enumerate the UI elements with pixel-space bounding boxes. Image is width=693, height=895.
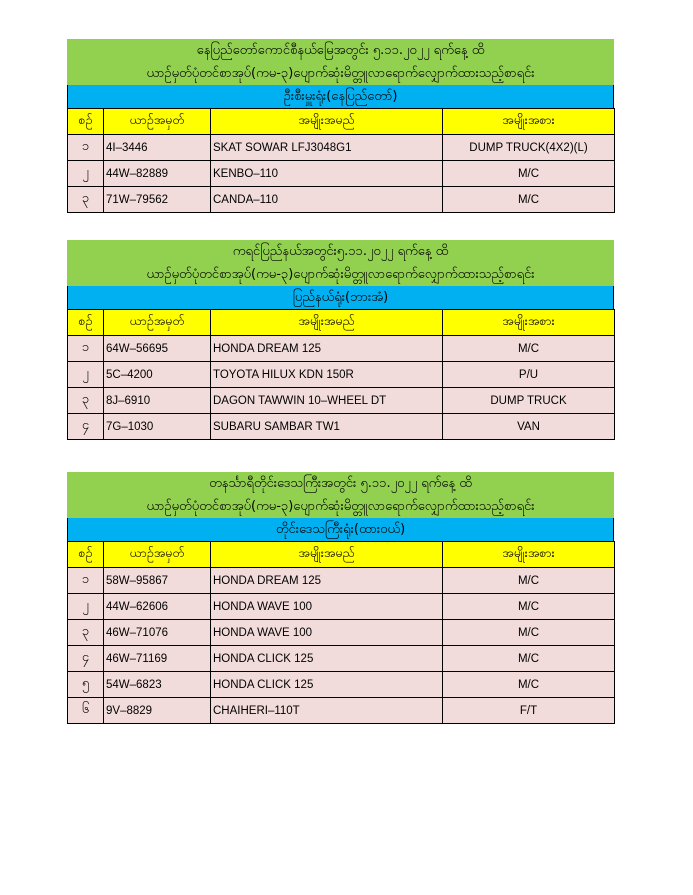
cell-plate: 7G–1030 [104, 414, 211, 440]
title-line-1: ကရင်ပြည်နယ်အတွင်း၅.၁၁.၂၀၂၂ ရက်နေ့ ထိ [232, 244, 449, 259]
vehicle-table [67, 309, 615, 440]
cell-no: ၁ [68, 568, 104, 594]
header-type: အမျိုးအစား [443, 542, 615, 568]
cell-no: ၃ [68, 187, 104, 213]
cell-no: ၂ [68, 594, 104, 620]
cell-no: ၄ [68, 414, 104, 440]
header-row [68, 109, 615, 135]
table-row [68, 594, 615, 620]
table-row [68, 187, 615, 213]
header-plate: ယာဥ်အမှတ် [104, 310, 211, 336]
table-title [67, 472, 614, 518]
cell-model: SKAT SOWAR LFJ3048G1 [211, 135, 443, 161]
cell-plate: 4I–3446 [104, 135, 211, 161]
table-row [68, 336, 615, 362]
cell-plate: 8J–6910 [104, 388, 211, 414]
cell-plate: 9V–8829 [104, 698, 211, 724]
cell-type: M/C [443, 568, 615, 594]
cell-plate: 64W–56695 [104, 336, 211, 362]
cell-no: ၂ [68, 362, 104, 388]
cell-no: ၁ [68, 135, 104, 161]
cell-plate: 54W–6823 [104, 672, 211, 698]
cell-model: CHAIHERI–110T [211, 698, 443, 724]
cell-plate: 46W–71169 [104, 646, 211, 672]
table-title [67, 240, 614, 286]
table-row [68, 414, 615, 440]
table-title [67, 39, 614, 85]
header-plate: ယာဥ်အမှတ် [104, 109, 211, 135]
cell-type: M/C [443, 336, 615, 362]
office-name: တိုင်းဒေသကြီးရုံး(ထားဝယ်) [67, 518, 614, 541]
cell-model: DAGON TAWWIN 10–WHEEL DT [211, 388, 443, 414]
cell-model: SUBARU SAMBAR TW1 [211, 414, 443, 440]
cell-type: M/C [443, 672, 615, 698]
cell-plate: 44W–62606 [104, 594, 211, 620]
header-model: အမျိုးအမည် [211, 542, 443, 568]
title-line-1: နေပြည်တော်ကောင်စီနယ်မြေအတွင်း ၅.၁၁.၂၀၂၂ ရက်နေ့ ထိ [196, 43, 485, 58]
title-line-2: ယာဥ်မှတ်ပုံတင်စာအုပ်(ကမ-၃)ပျောက်ဆုံးမိတ္တူလာရောက်လျှောက်ထားသည့်စာရင်း [146, 267, 535, 282]
cell-type: F/T [443, 698, 615, 724]
office-name: ဦးစီးမှူးရုံး(နေပြည်တော်) [67, 85, 614, 108]
cell-model: KENBO–110 [211, 161, 443, 187]
header-no: စဉ် [68, 310, 104, 336]
table-row [68, 161, 615, 187]
header-no: စဉ် [68, 542, 104, 568]
vehicle-table [67, 541, 615, 724]
cell-model: TOYOTA HILUX KDN 150R [211, 362, 443, 388]
cell-type: M/C [443, 620, 615, 646]
table-row [68, 620, 615, 646]
cell-model: CANDA–110 [211, 187, 443, 213]
cell-model: HONDA DREAM 125 [211, 568, 443, 594]
cell-type: M/C [443, 594, 615, 620]
header-plate: ယာဥ်အမှတ် [104, 542, 211, 568]
cell-type: P/U [443, 362, 615, 388]
cell-type: VAN [443, 414, 615, 440]
table-row [68, 135, 615, 161]
office-name: ပြည်နယ်ရုံး(ဘားအံ) [67, 286, 614, 309]
table-row [68, 698, 615, 724]
cell-no: ၆ [68, 698, 104, 724]
cell-model: HONDA CLICK 125 [211, 672, 443, 698]
cell-no: ၃ [68, 388, 104, 414]
cell-no: ၅ [68, 672, 104, 698]
header-type: အမျိုးအစား [443, 310, 615, 336]
cell-no: ၃ [68, 620, 104, 646]
header-model: အမျိုးအမည် [211, 109, 443, 135]
cell-model: HONDA CLICK 125 [211, 646, 443, 672]
cell-plate: 58W–95867 [104, 568, 211, 594]
cell-model: HONDA DREAM 125 [211, 336, 443, 362]
title-line-2: ယာဥ်မှတ်ပုံတင်စာအုပ်(ကမ-၃)ပျောက်ဆုံးမိတ္တူလာရောက်လျှောက်ထားသည့်စာရင်း [146, 66, 535, 81]
table-row [68, 362, 615, 388]
header-type: အမျိုးအစား [443, 109, 615, 135]
title-line-2: ယာဥ်မှတ်ပုံတင်စာအုပ်(ကမ-၃)ပျောက်ဆုံးမိတ္တူလာရောက်လျှောက်ထားသည့်စာရင်း [146, 499, 535, 514]
cell-no: ၂ [68, 161, 104, 187]
header-row [68, 542, 615, 568]
cell-type: DUMP TRUCK(4X2)(L) [443, 135, 615, 161]
table-row [68, 568, 615, 594]
vehicle-table [67, 108, 615, 213]
cell-type: M/C [443, 161, 615, 187]
table-row [68, 388, 615, 414]
table-row [68, 646, 615, 672]
cell-no: ၁ [68, 336, 104, 362]
header-row [68, 310, 615, 336]
table-block-tanintharyi [67, 472, 614, 724]
cell-model: HONDA WAVE 100 [211, 620, 443, 646]
cell-plate: 71W–79562 [104, 187, 211, 213]
cell-plate: 44W–82889 [104, 161, 211, 187]
cell-type: DUMP TRUCK [443, 388, 615, 414]
title-line-1: တနင်္သာရီတိုင်းဒေသကြီးအတွင်း ၅.၁၁.၂၀၂၂ ရက်နေ့ ထိ [209, 476, 472, 491]
cell-no: ၄ [68, 646, 104, 672]
table-block-kayin [67, 240, 614, 440]
header-no: စဉ် [68, 109, 104, 135]
table-block-naypyitaw [67, 39, 614, 213]
header-model: အမျိုးအမည် [211, 310, 443, 336]
cell-plate: 46W–71076 [104, 620, 211, 646]
cell-model: HONDA WAVE 100 [211, 594, 443, 620]
table-row [68, 672, 615, 698]
cell-type: M/C [443, 187, 615, 213]
cell-plate: 5C–4200 [104, 362, 211, 388]
cell-type: M/C [443, 646, 615, 672]
